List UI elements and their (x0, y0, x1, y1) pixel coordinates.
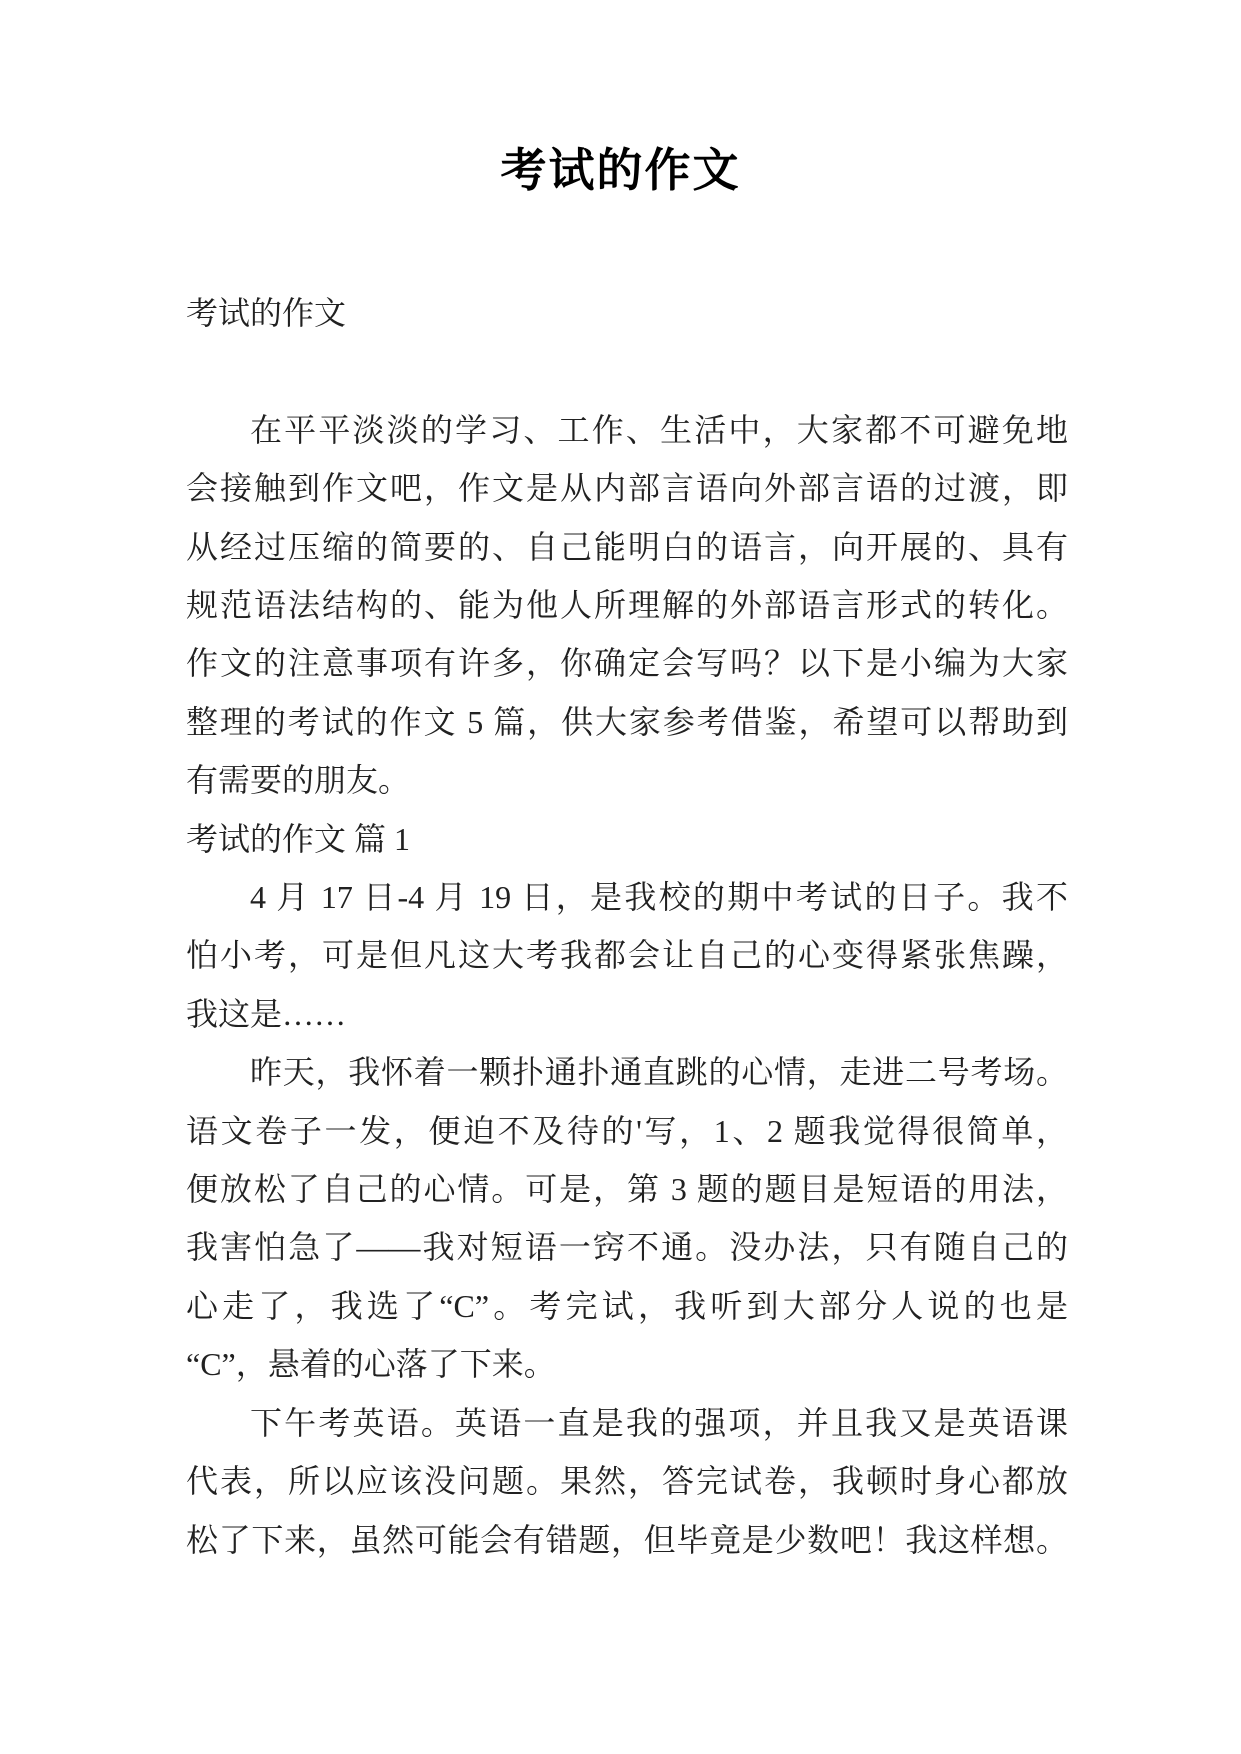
paragraph-line: 我这是…… (186, 995, 347, 1032)
paragraph-line: 松了下来，虽然可能会有错题，但毕竟是少数吧！我这样想。 (186, 1521, 1068, 1558)
paragraph-line: 昨天，我怀着一颗扑通扑通直跳的心情，走进二号考场。 (250, 1054, 1068, 1091)
paragraph-line: 下午考英语。英语一直是我的强项，并且我又是英语课 (250, 1404, 1068, 1441)
paragraph-line: 作文的注意事项有许多，你确定会写吗？以下是小编为大家 (186, 645, 1068, 682)
paragraph-line: 会接触到作文吧，作文是从内部言语向外部言语的过渡，即 (186, 470, 1068, 507)
document-body (186, 284, 1068, 1569)
paragraph-line: 心走了，我选了“C”。考完试，我听到大部分人说的也是 (186, 1287, 1068, 1324)
paragraph-line: 在平平淡淡的学习、工作、生活中，大家都不可避免地 (250, 411, 1068, 448)
paragraph-line: 4 月 17 日-4 月 19 日，是我校的期中考试的日子。我不 (250, 879, 1068, 916)
blank-line (186, 342, 1068, 400)
paragraph-line: 语文卷子一发，便迫不及待的'写，1、2 题我觉得很简单， (186, 1112, 1068, 1149)
paragraph-line: “C”，悬着的心落了下来。 (186, 1346, 556, 1383)
paragraph-line: 便放松了自己的心情。可是，第 3 题的题目是短语的用法， (186, 1171, 1068, 1208)
document-subtitle: 考试的作文 (186, 295, 347, 331)
paragraph-line: 从经过压缩的简要的、自己能明白的语言，向开展的、具有 (186, 528, 1068, 565)
paragraph-line: 我害怕急了——我对短语一窍不通。没办法，只有随自己的 (186, 1229, 1068, 1266)
paragraph-line: 整理的考试的作文 5 篇，供大家参考借鉴，希望可以帮助到 (186, 703, 1068, 740)
paragraph-line: 代表，所以应该没问题。果然，答完试卷，我顿时身心都放 (186, 1463, 1068, 1500)
paragraph-line: 怕小考，可是但凡这大考我都会让自己的心变得紧张焦躁， (186, 937, 1068, 974)
section-heading: 考试的作文 篇 1 (186, 820, 411, 857)
paragraph-line: 有需要的朋友。 (186, 762, 411, 799)
paragraph-line: 规范语法结构的、能为他人所理解的外部语言形式的转化。 (186, 587, 1068, 624)
document-title: 考试的作文 (500, 145, 741, 196)
